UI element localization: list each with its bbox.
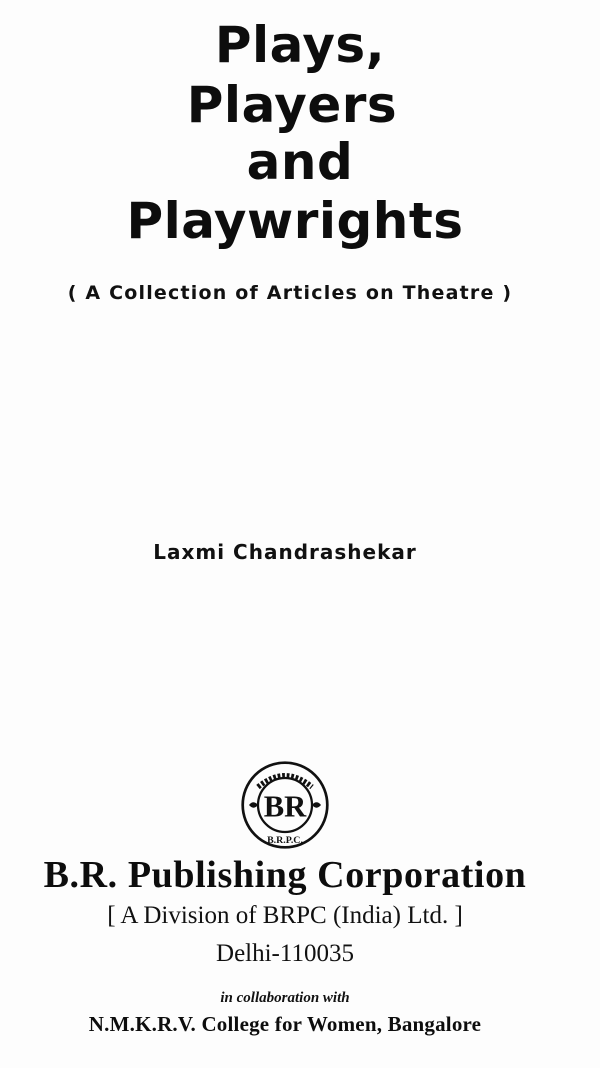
collaborating-college: N.M.K.R.V. College for Women, Bangalore [88, 1012, 482, 1036]
book-title-line-3: and [246, 133, 354, 191]
emblem-caption: B.R.P.C. [267, 834, 303, 846]
book-title-line-2: Players [186, 76, 398, 134]
book-title-line-1: Plays, [214, 16, 386, 74]
book-subtitle: ( A Collection of Articles on Theatre ) [67, 282, 513, 304]
publisher-name: B.R. Publishing Corporation [43, 854, 527, 896]
author-name: Laxmi Chandrashekar [153, 540, 417, 564]
publisher-city: Delhi-110035 [216, 940, 354, 967]
collaboration-label: in collaboration with [220, 990, 350, 1006]
book-title-line-4: Playwrights [126, 192, 464, 250]
emblem-monogram: BR [263, 789, 307, 824]
publisher-division: [ A Division of BRPC (India) Ltd. ] [107, 902, 463, 929]
brpc-emblem-icon [240, 760, 330, 850]
